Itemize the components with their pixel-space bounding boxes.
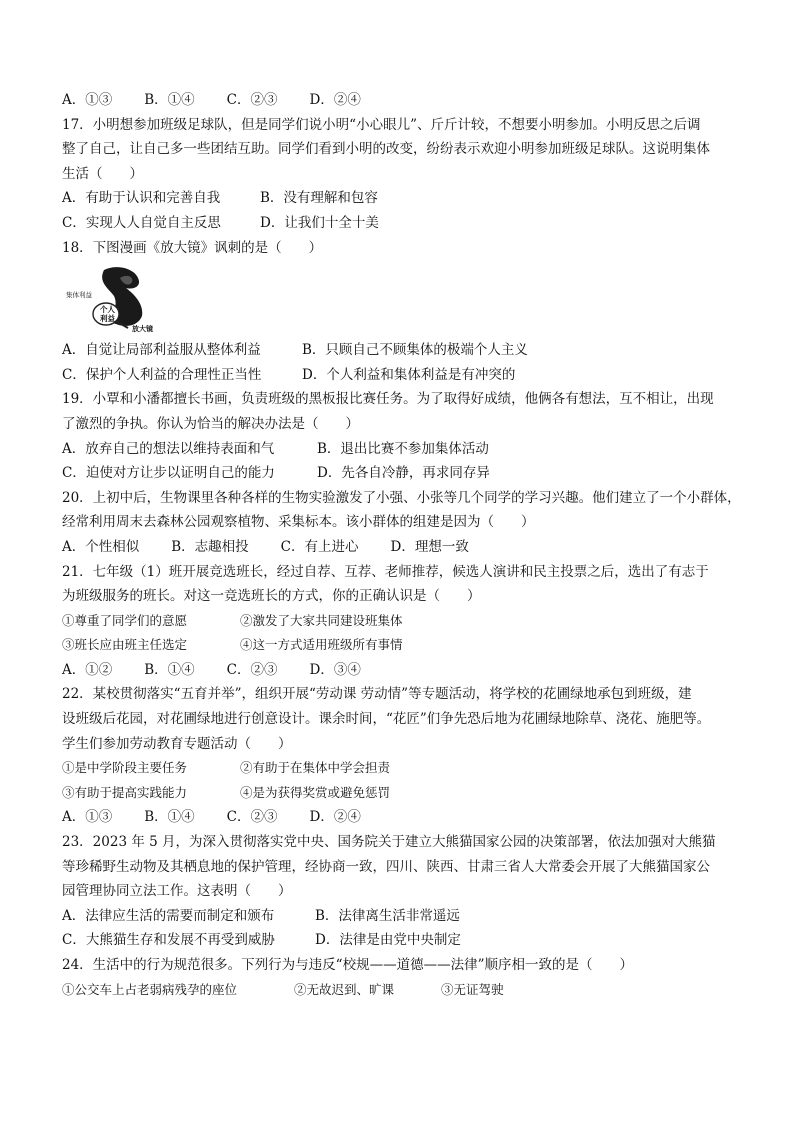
option-c: C．大熊猫生存和发展不再受到威胁 [62,932,275,949]
q23-options-cd [62,928,742,953]
option-d: D．个人利益和集体利益是有冲突的 [302,366,516,383]
option-a: A．①③ [62,92,113,108]
q22-statements-34 [62,781,742,806]
q23-stem-line3: 园管理协同立法工作。这表明（ ） [62,883,292,900]
option-a: A．个性相似 [62,538,140,555]
option-b: B．①④ [144,661,195,678]
option-c: C．保护个人利益的合理性正当性 [62,366,262,383]
q19-options-ab [62,437,742,462]
q21-statements-12 [62,609,742,634]
q22-stem-line1: 22．某校贯彻落实“五育并举”，组织开展“劳动课 劳动情”等专题活动，将学校的花圃绿地承包到班级，建 [62,686,692,703]
statement-2: ②无故迟到、旷课 [294,981,395,997]
option-d: D．②④ [309,809,361,826]
q21-options [62,658,742,683]
option-b: B．①④ [144,92,195,108]
statement-2: ②有助于在集体中学会担责 [240,760,391,776]
q18-options-ab [62,338,742,363]
q18-options-cd [62,363,742,388]
exam-page [62,88,742,1002]
q23-stem-line1: 23．2023 年 5 月，为深入贯彻落实党中央、国务院关于建立大熊猫国家公园的决策部署，依法加强对大熊猫 [62,834,716,851]
option-c: C．实现人人自觉自主反思 [62,214,221,231]
label-collective-interest: 集体利益 [66,291,92,300]
option-d: D．理想一致 [390,538,469,555]
option-d: D．让我们十全十美 [260,214,379,231]
q19-stem-line1: 19．小覃和小潘都擅长书画，负责班级的黑板报比赛任务。为了取得好成绩，他俩各有想法，互不相让，出现 [62,391,714,408]
magnifier-cartoon-image [64,264,178,334]
statement-3: ③班长应由班主任选定 [62,637,188,653]
q17-options-cd [62,211,742,236]
statement-3: ③有助于提高实践能力 [62,784,188,800]
statement-1: ①公交车上占老弱病残孕的座位 [62,981,238,997]
q22-statements-12 [62,756,742,781]
option-c: C．②③ [226,809,278,826]
q17-stem-line2: 整了自己，让自己多一些团结互助。同学们看到小明的改变，纷纷表示欢迎小明参加班级足球队。这说明集体 [62,141,710,158]
option-c: C．有上进心 [280,538,359,555]
option-a: A．放弃自己的想法以维持表面和气 [62,440,275,457]
option-b: B．没有理解和包容 [260,190,378,207]
q20-stem-line1: 20．上初中后，生物课里各种各样的生物实验激发了小强、小张等几个同学的学习兴趣。他们建立了一个小群体， [62,489,741,506]
q17-stem-line1: 17．小明想参加班级足球队，但是同学们说小明“小心眼儿”、斤斤计较，不想要小明参加。小明反思之后调 [62,116,701,133]
option-a: A．自觉让局部利益服从整体利益 [62,342,261,359]
option-d: D．先各自冷静，再求同存异 [317,465,490,482]
option-d: D．②④ [309,92,361,108]
statement-1: ①是中学阶段主要任务 [62,760,188,776]
option-b: B．志趣相投 [171,538,249,555]
option-b: B．①④ [144,809,195,826]
option-a: A．①② [62,661,113,678]
q24-stem: 24．生活中的行为规范很多。下列行为与违反“校规——道德——法律”顺序相一致的是（ ） [62,957,633,973]
label-interest: 利益 [100,314,115,324]
statement-1: ①尊重了同学们的意愿 [62,612,188,628]
q17-stem-line3: 生活（ ） [62,165,143,182]
option-d: D．③④ [309,661,361,678]
option-c: C．②③ [226,92,278,108]
option-a: A．有助于认识和完善自我 [62,190,221,207]
q21-stem-line2: 为班级服务的班长。对这一竞选班长的方式，你的正确认识是（ ） [62,588,481,605]
option-b: B．法律离生活非常遥远 [315,907,460,924]
q19-stem-line2: 了激烈的争执。你认为恰当的解决办法是（ ） [62,415,359,432]
q22-stem-line3: 学生们参加劳动教育专题活动（ ） [62,735,292,752]
q22-stem-line2: 设班级后花园，对花圃绿地进行创意设计。课余时间，“花匠”们争先恐后地为花圃绿地除草、浇花、施肥等。 [62,711,711,728]
option-d: D．法律是由党中央制定 [315,932,461,949]
statement-4: ④是为获得奖赏或避免惩罚 [240,784,391,800]
statement-2: ②激发了大家共同建设班集体 [240,612,403,628]
q23-options-ab [62,904,742,929]
option-b: B．只顾自己不顾集体的极端个人主义 [302,342,528,359]
q21-stem-line1: 21．七年级（1）班开展竞选班长，经过自荐、互荐、老师推荐，候选人演讲和民主投票之后，选出了有志于 [62,563,709,580]
q23-stem-line2: 等珍稀野生动物及其栖息地的保护管理，经协商一致，四川、陕西、甘肃三省人大常委会开展了大熊猫国家公 [62,858,710,875]
q20-stem-line2: 经常利用周末去森林公园观察植物、采集标本。该小群体的组建是因为（ ） [62,514,535,531]
q19-options-cd [62,461,742,486]
q18-stem: 18．下图漫画《放大镜》讽刺的是（ ） [62,239,323,256]
cartoon-caption: 放大镜 [132,325,153,334]
q21-statements-34 [62,633,742,658]
statement-4: ④这一方式适用班级所有事情 [240,637,403,653]
statement-3: ③无证驾驶 [441,981,504,997]
option-c: C．迫使对方让步以证明自己的能力 [62,465,275,482]
option-a: A．①③ [62,809,113,826]
option-a: A．法律应生活的需要而制定和颁布 [62,907,275,924]
q24-statements [62,978,742,1003]
q17-options-ab [62,186,742,211]
q22-options [62,805,742,830]
option-b: B．退出比赛不参加集体活动 [317,440,489,457]
q16-options [62,88,742,113]
option-c: C．②③ [226,661,278,678]
q20-options [62,535,742,560]
label-personal: 个人 [100,305,115,315]
